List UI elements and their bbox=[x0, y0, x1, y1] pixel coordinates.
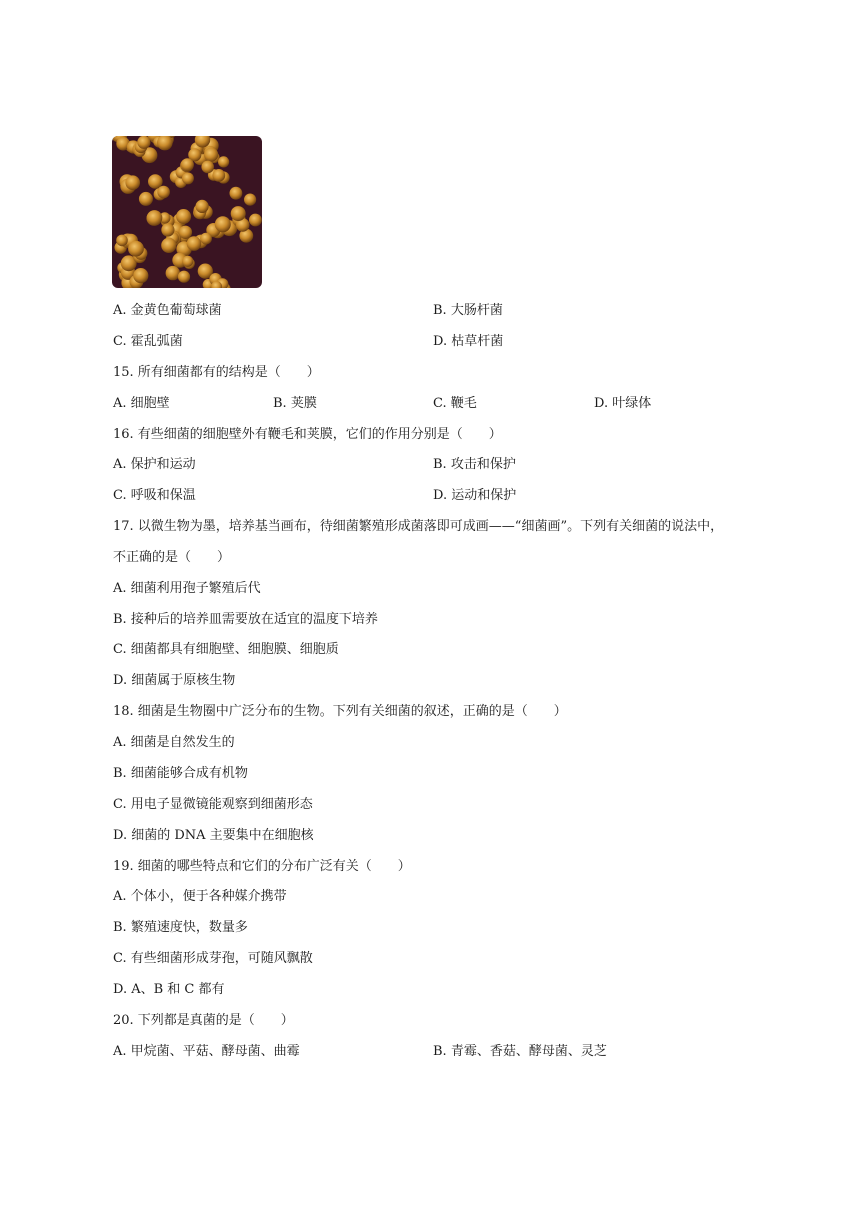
q19-option-d: D. A、B 和 C 都有 bbox=[113, 982, 225, 997]
q17-option-a: A. 细菌利用孢子繁殖后代 bbox=[113, 581, 261, 596]
q19-option-b: B. 繁殖速度快，数量多 bbox=[113, 920, 248, 935]
q14-option-a: A. 金黄色葡萄球菌 bbox=[113, 303, 222, 318]
q14-option-d: D. 枯草杆菌 bbox=[433, 334, 504, 349]
q16-option-b: B. 攻击和保护 bbox=[433, 457, 516, 472]
q20-stem: 20. 下列都是真菌的是（ ） bbox=[113, 1013, 294, 1028]
q19-option-c: C. 有些细菌形成芽孢，可随风飘散 bbox=[113, 951, 313, 966]
q17-stem-line1: 17. 以微生物为墨，培养基当画布，待细菌繁殖形成菌落即可成画——“细菌画”。下列有关细菌的说法中， bbox=[113, 519, 724, 534]
q20-option-b: B. 青霉、香菇、酵母菌、灵芝 bbox=[433, 1044, 607, 1059]
q17-stem-line2: 不正确的是（ ） bbox=[113, 550, 231, 565]
q15-option-d: D. 叶绿体 bbox=[594, 396, 652, 411]
q19-option-a: A. 个体小，便于各种媒介携带 bbox=[113, 889, 287, 904]
q17-option-c: C. 细菌都具有细胞壁、细胞膜、细胞质 bbox=[113, 642, 339, 657]
q14-option-b: B. 大肠杆菌 bbox=[433, 303, 503, 318]
q16-option-d: D. 运动和保护 bbox=[433, 488, 517, 503]
q16-option-c: C. 呼吸和保温 bbox=[113, 488, 196, 503]
q16-stem: 16. 有些细菌的细胞壁外有鞭毛和荚膜，它们的作用分别是（ ） bbox=[113, 427, 502, 442]
q17-option-b: B. 接种后的培养皿需要放在适宜的温度下培养 bbox=[113, 612, 378, 627]
q16-option-a: A. 保护和运动 bbox=[113, 457, 196, 472]
q18-option-a: A. 细菌是自然发生的 bbox=[113, 735, 235, 750]
q18-stem: 18. 细菌是生物圈中广泛分布的生物。下列有关细菌的叙述，正确的是（ ） bbox=[113, 704, 567, 719]
q15-option-b: B. 荚膜 bbox=[273, 396, 317, 411]
bacteria-micrograph bbox=[112, 136, 262, 288]
q14-option-c: C. 霍乱弧菌 bbox=[113, 334, 183, 349]
q18-option-d: D. 细菌的 DNA 主要集中在细胞核 bbox=[113, 828, 314, 843]
q17-option-d: D. 细菌属于原核生物 bbox=[113, 673, 236, 688]
q15-option-c: C. 鞭毛 bbox=[433, 396, 477, 411]
q20-option-a: A. 甲烷菌、平菇、酵母菌、曲霉 bbox=[113, 1044, 300, 1059]
q15-option-a: A. 细胞壁 bbox=[113, 396, 170, 411]
q18-option-c: C. 用电子显微镜能观察到细菌形态 bbox=[113, 797, 313, 812]
q18-option-b: B. 细菌能够合成有机物 bbox=[113, 766, 248, 781]
q19-stem: 19. 细菌的哪些特点和它们的分布广泛有关（ ） bbox=[113, 859, 411, 874]
q15-stem: 15. 所有细菌都有的结构是（ ） bbox=[113, 365, 320, 380]
